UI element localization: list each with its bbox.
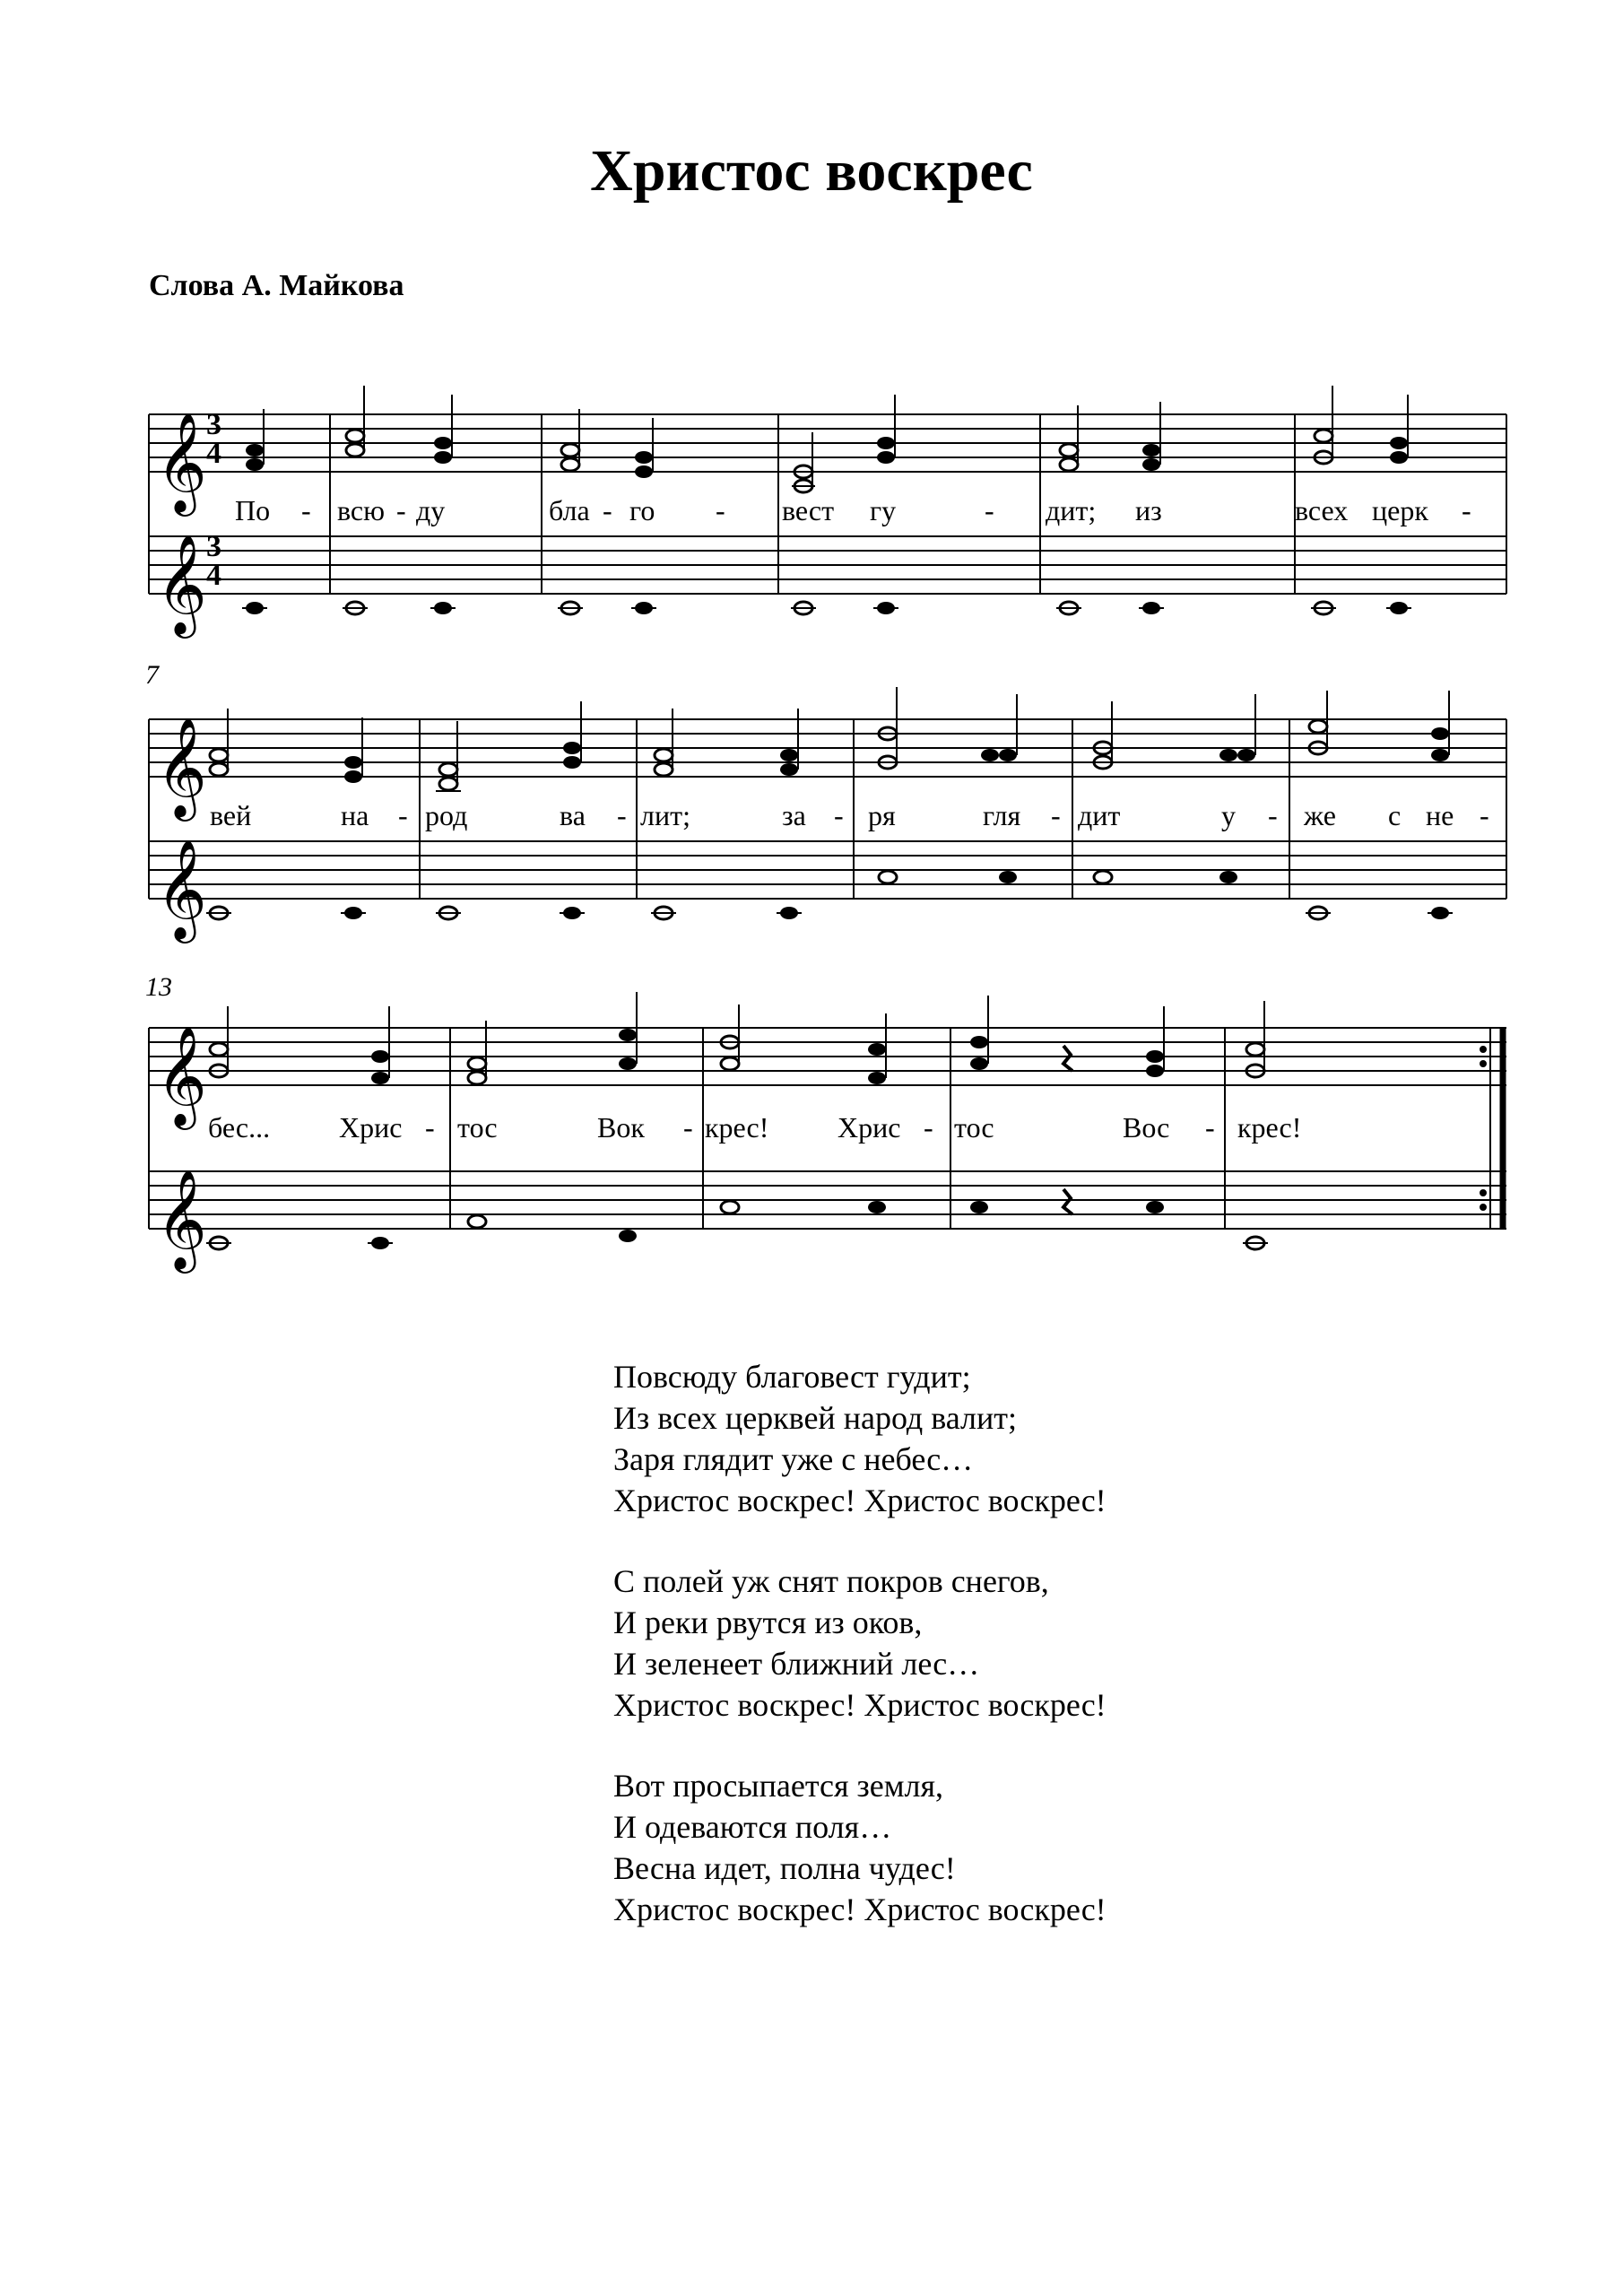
system-1 — [149, 386, 1506, 639]
quarter-rest-icon — [1063, 1046, 1072, 1071]
lyric-syllable: гля — [983, 799, 1021, 831]
verse-1 — [613, 1356, 1107, 1521]
lyric-syllable: из — [1135, 494, 1162, 526]
lyric-syllable: По — [235, 494, 271, 526]
treble-clef-icon: 𝄞 — [156, 1171, 207, 1267]
lyric-syllable: род — [425, 799, 468, 831]
lower-staff — [149, 1170, 1506, 1274]
lyric-syllable: лит; — [640, 799, 690, 831]
measure-number: 7 — [145, 660, 159, 690]
system-2 — [145, 660, 1506, 944]
lyric-syllable: бес... — [208, 1111, 271, 1144]
verse-line: Христос воскрес! Христос воскрес! — [613, 1892, 1107, 1927]
verse-2 — [613, 1561, 1107, 1726]
lyric-syllable: всю — [337, 494, 386, 526]
treble-clef-icon: 𝄞 — [156, 414, 207, 510]
lyric-syllable: же — [1304, 799, 1336, 831]
lyric-syllable: бла — [549, 494, 590, 526]
lyric-hyphen: - — [617, 799, 627, 831]
verse-line: Заря глядит уже с небес… — [613, 1441, 974, 1477]
lyric-syllable: ря — [868, 799, 896, 831]
verse-line: Вот просыпается земля, — [613, 1768, 944, 1804]
lyric-syllable: тос — [457, 1111, 498, 1144]
upper-notes — [246, 386, 1408, 492]
time-signature-lower: 4 — [206, 437, 221, 470]
time-signature-upper: 3 — [206, 530, 221, 563]
lyric-hyphen: - — [834, 799, 844, 831]
lyrics-line — [208, 1111, 1301, 1144]
lyric-syllable: вей — [210, 799, 252, 831]
verse-line: И одеваются поля… — [613, 1809, 892, 1845]
lyric-hyphen: - — [1462, 494, 1471, 526]
lyricist-credit: Слова А. Майкова — [149, 269, 404, 302]
verse-line: Повсюду благовест гудит; — [613, 1359, 971, 1395]
lyric-hyphen: - — [683, 1111, 693, 1144]
lyric-hyphen: - — [396, 494, 406, 526]
lyric-hyphen: - — [301, 494, 311, 526]
verse-line: Из всех церквей народ валит; — [613, 1400, 1017, 1436]
song-title: Христос воскрес — [590, 138, 1033, 204]
lyric-hyphen: - — [1051, 799, 1061, 831]
upper-notes — [210, 687, 1449, 791]
lyric-syllable: у — [1221, 799, 1236, 831]
system-3 — [145, 972, 1506, 1274]
verse-line: И реки рвутся из оков, — [613, 1605, 923, 1640]
lyric-hyphen: - — [1268, 799, 1278, 831]
lyric-hyphen: - — [985, 494, 994, 526]
time-signature-lower: 4 — [206, 559, 221, 592]
lyric-syllable: го — [629, 494, 655, 526]
lyric-syllable: тос — [954, 1111, 994, 1144]
lyric-hyphen: - — [1480, 799, 1489, 831]
lower-notes — [242, 602, 1411, 614]
treble-clef-icon: 𝄞 — [156, 536, 207, 632]
quarter-rest-icon — [1063, 1189, 1072, 1214]
lower-staff — [149, 535, 1506, 639]
lyrics-line — [235, 494, 1471, 526]
lyric-syllable: Вок — [597, 1111, 645, 1144]
lower-notes — [206, 871, 1453, 919]
lyric-syllable: Вос — [1123, 1111, 1170, 1144]
lower-staff — [149, 840, 1506, 944]
lyric-hyphen: - — [1205, 1111, 1215, 1144]
lyric-syllable: ва — [560, 799, 586, 831]
lyric-syllable: Хрис — [838, 1111, 901, 1144]
lyric-syllable: дит — [1078, 799, 1121, 831]
lyric-syllable: на — [341, 799, 369, 831]
lower-notes — [206, 1189, 1268, 1249]
lyric-syllable: не — [1426, 799, 1454, 831]
verse-line: С полей уж снят покров снегов, — [613, 1563, 1049, 1599]
verse-line: Христос воскрес! Христос воскрес! — [613, 1687, 1107, 1723]
treble-clef-icon: 𝄞 — [156, 1028, 207, 1124]
treble-clef-icon: 𝄞 — [156, 841, 207, 937]
lyric-syllable: церк — [1372, 494, 1428, 526]
lyric-syllable: гу — [870, 494, 897, 526]
verse-line: И зеленеет ближний лес… — [613, 1646, 980, 1682]
treble-clef-icon: 𝄞 — [156, 719, 207, 815]
lyric-syllable: дит; — [1046, 494, 1097, 526]
lyric-hyphen: - — [398, 799, 408, 831]
lyric-syllable: крес! — [1237, 1111, 1302, 1144]
lyric-syllable: за — [782, 799, 806, 831]
lyric-syllable: ду — [416, 494, 446, 526]
lyric-syllable: Хрис — [339, 1111, 403, 1144]
lyric-syllable: с — [1388, 799, 1402, 831]
lyric-hyphen: - — [603, 494, 612, 526]
verse-3 — [613, 1765, 1107, 1930]
measure-number: 13 — [145, 972, 172, 1002]
lyric-syllable: всех — [1295, 494, 1349, 526]
lyric-hyphen: - — [425, 1111, 435, 1144]
lyric-hyphen: - — [716, 494, 725, 526]
lyric-syllable: вест — [782, 494, 835, 526]
lyrics-line — [210, 799, 1489, 831]
verse-line: Весна идет, полна чудес! — [613, 1850, 956, 1886]
lyric-syllable: крес! — [705, 1111, 769, 1144]
lyric-hyphen: - — [924, 1111, 933, 1144]
time-signature-upper: 3 — [206, 408, 221, 441]
verse-line: Христос воскрес! Христос воскрес! — [613, 1483, 1107, 1518]
